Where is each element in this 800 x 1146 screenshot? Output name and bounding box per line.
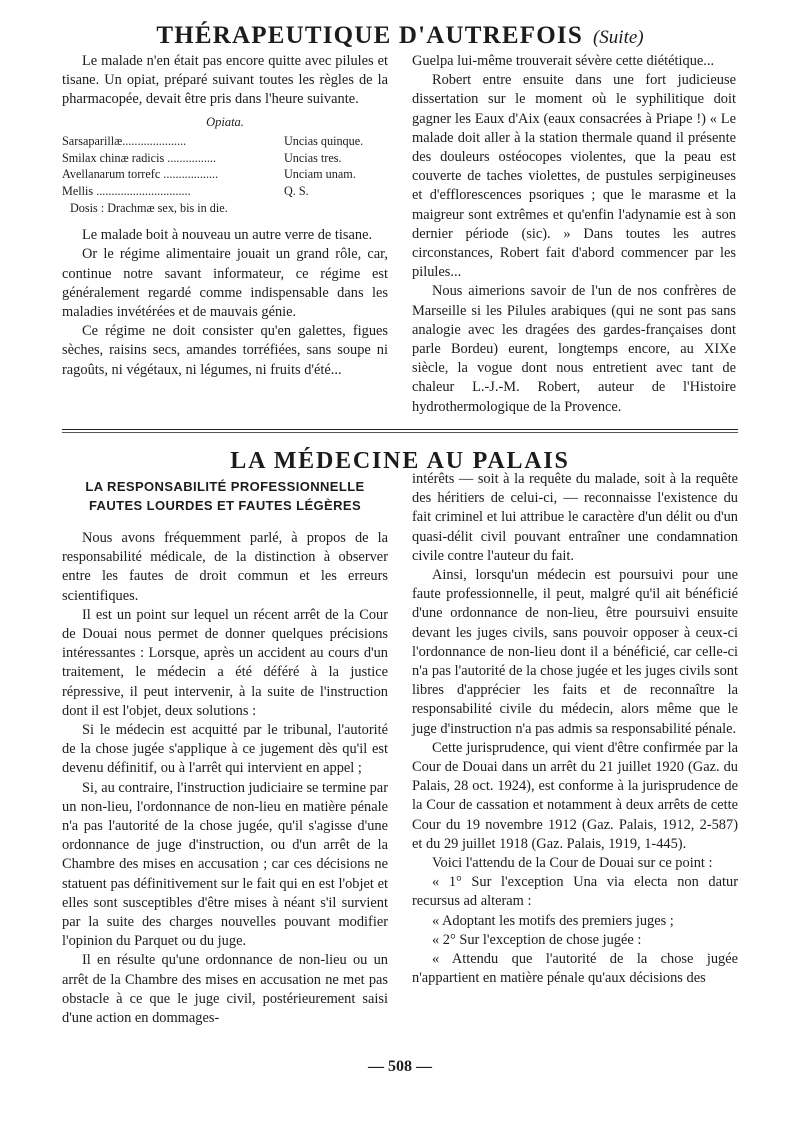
paragraph: Or le régime alimentaire jouait un grand rôle, car, continue notre savant informateur, ce régime est généralement regardé comme indispensable dans les maladies invétérées et de mauvais génie. [62, 246, 388, 320]
recipe-row [62, 166, 388, 183]
recipe-row [62, 183, 388, 200]
bottom-left-column [62, 529, 388, 1028]
recipe-ingredient: Smilax chinæ radicis ................ [62, 150, 217, 165]
top-left-column [62, 52, 388, 380]
paragraph: « Adoptant les motifs des premiers juges ; [432, 912, 674, 929]
article-header-title [0, 22, 800, 50]
paragraph: « Attendu que l'autorité de la chose jugée n'appartient en matière pénale qu'aux décisions des [412, 951, 738, 987]
paragraph: Ainsi, lorsqu'un médecin est poursuivi pour une faute professionnelle, il peut, malgré qu'il ait bénéficié d'une ordonnance de non-lieu, être poursuivi ensuite devant les juges civils, sans pouvoir opposer à ceux-ci l'ordonnance de non-lieu dont il a bénéficié, car celle-ci n'a pas l'autorité de la chose jugée et les juges civils sont libres d'apprécier les faits et de reconnaître la responsabilité civile du médecin, alors même que le juge d'instruction n'a pas admis sa responsabilité pénale. [412, 567, 738, 737]
paragraph: Nous avons fréquemment parlé, à propos de la responsabilité médicale, de la distinction à observer entre les fautes de droit commun et les erreurs scientifiques. [62, 530, 388, 604]
recipe-quantity: Uncias tres. [284, 150, 342, 165]
recipe-quantity: Q. S. [284, 183, 309, 198]
recipe-row [62, 133, 388, 150]
paragraph: Il en résulte qu'une ordonnance de non-lieu ou un arrêt de la Chambre des mises en accusation ne met pas obstacle à ce que le juge civil, postérieurement saisi d'une action en dommages- [62, 952, 388, 1027]
section-divider [62, 429, 738, 430]
recipe-dose: Dosis : Drachmæ sex, bis in die. [70, 200, 228, 215]
subheading-line: LA RESPONSABILITÉ PROFESSIONNELLE [85, 479, 365, 494]
paragraph: Il est un point sur lequel un récent arrêt de la Cour de Douai nous permet de donner quelques précisions intéressantes : Lorsque, après un accident au cours d'un traitement, le médecin a été déféré à la justice répressive, il peut intervenir, à la suite de l'instruction dont il est l'objet, deux solutions : [62, 606, 388, 719]
recipe-quantity: Uncias quinque. [284, 134, 364, 149]
header-title-text: THÉRAPEUTIQUE D'AUTREFOIS [156, 22, 583, 49]
paragraph: Cette jurisprudence, qui vient d'être confirmée par la Cour de Douai dans un arrêt du 21 juillet 1920 (Gaz. du Palais, 28 oct. 1924), est conforme à la jurisprudence de la Cour de cassation et notamment à deux arrêts de cette Cour du 19 novembre 1912 (Gaz. Palais, 1912, 2-587) et du 29 juillet 1918 (Gaz. Palais, 1919, 1-445). [412, 739, 738, 852]
paragraph: Voici l'attendu de la Cour de Douai sur ce point : [432, 855, 713, 872]
paragraph: Guelpa lui-même trouverait sévère cette diététique... [412, 53, 715, 69]
header-suite-label: (Suite) [592, 27, 644, 48]
paragraph: Robert entre ensuite dans une fort judicieuse dissertation sur le moment où le syphilitique doit gagner les Eaux d'Aix (eaux consacrées à Priape !) « Le malade doit aller à la station thermale quand il présente des douleurs ostéocopes violentes, que la peau est couverte de taches violettes, de pustules serpigineuses et d'efflorescences psoriques ; que le marasme et la maigreur sont extrêmes et qu'enfin l'adynamie est à son dernier période (sic). » Dans toutes les autres circonstances, Robert fait d'abord commencer par les pilules... [412, 72, 736, 281]
paragraph: Le malade boit à nouveau un autre verre de tisane. [82, 227, 373, 244]
section-title: LA MÉDECINE AU PALAIS [230, 448, 570, 474]
recipe-ingredient: Avellanarum torrefc .................. [62, 167, 219, 182]
paragraph: « 2° Sur l'exception de chose jugée : [432, 931, 642, 948]
recipe-row [62, 150, 388, 167]
recipe-ingredient: Sarsaparillæ..................... [62, 134, 187, 149]
paragraph: « 1° Sur l'exception Una via electa non datur recursus ad alteram : [412, 874, 738, 910]
paragraph: Le malade n'en était pas encore quitte avec pilules et tisane. Un opiat, préparé suivant toutes les règles de la pharmacopée, devait être pris dans l'heure suivante. [62, 53, 388, 108]
recipe-title: Opiata. [206, 114, 244, 129]
recipe-ingredient: Mellis ............................... [62, 183, 191, 198]
recipe-quantity: Unciam unam. [284, 167, 356, 182]
subheading-line: FAUTES LOURDES ET FAUTES LÉGÈRES [88, 498, 362, 513]
page-number: — 508 — [368, 1058, 432, 1075]
article-subheading [62, 477, 388, 515]
section-divider [62, 432, 738, 433]
bottom-right-column [412, 470, 738, 988]
opiata-recipe [62, 114, 388, 217]
paragraph: Si, au contraire, l'instruction judiciaire se termine par un non-lieu, l'ordonnance de non-lieu en matière pénale n'a pas l'autorité de la chose jugée, qu'il s'agisse d'une ordonnance de juge d'instruction, ou d'un arrêt de la Chambre des mises en accusation ; car ces décisions ne statuent pas définitivement sur le fait qui en est l'objet et elles sont susceptibles d'être mises à néant s'il survient par la suite des charges nouvelles pouvant modifier l'opinion du Parquet ou du juge. [62, 779, 388, 950]
top-right-column [412, 52, 736, 417]
paragraph: Si le médecin est acquitté par le tribunal, l'autorité de la chose jugée s'applique à ce jugement dès qu'il est devenu définitif, ou à l'arrêt qui intervient en appel ; [62, 722, 388, 777]
paragraph: intérêts — soit à la requête du malade, soit à la requête des héritiers de celui-ci, — reconnaisse l'existence du fait criminel et lui attribue le caractère d'un délit ou d'un quasi-délit civil pouvant entraîner une condamnation civile contre l'auteur du fait. [412, 471, 738, 564]
paragraph: Nous aimerions savoir de l'un de nos confrères de Marseille si les Pilules arabiques (qui ne sont pas sans analogie avec les dragées des gardes-françaises dont parle Bordeu) eurent, longtemps encore, au XIXe siècle, la vogue dont nous entretient avec tant de chaleur L.-J.-M. Robert, auteur de l'Histoire hydrothermologique de la Provence. [412, 283, 736, 415]
paragraph: Ce régime ne doit consister qu'en galettes, figues sèches, raisins secs, amandes torréfiées, sans soupe ni ragoûts, ni végétaux, ni légumes, ni fruits d'été... [62, 323, 388, 378]
